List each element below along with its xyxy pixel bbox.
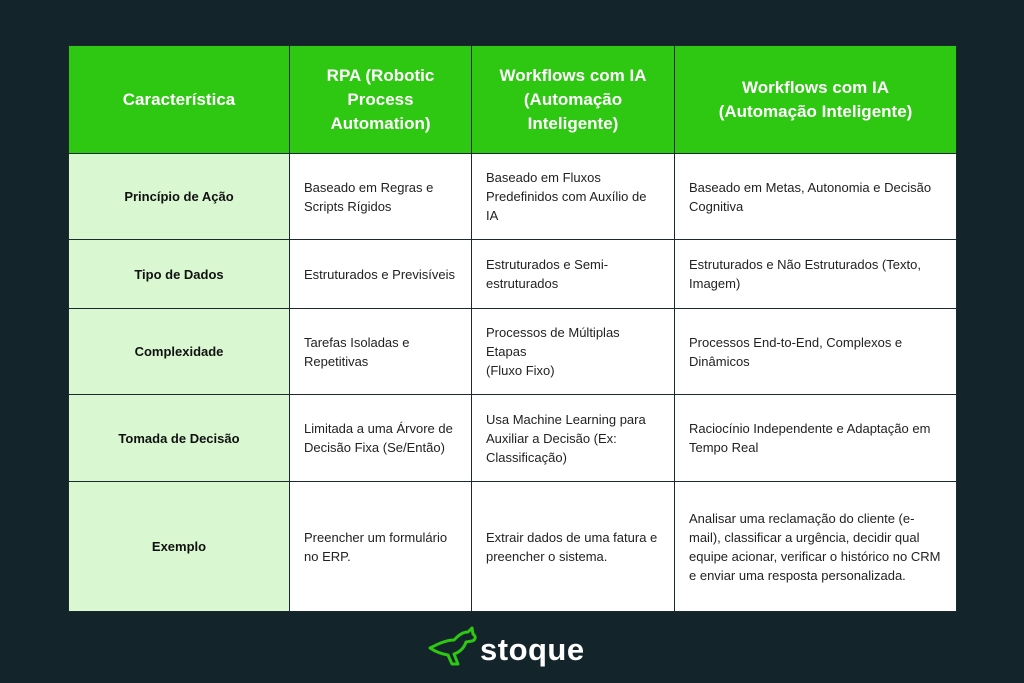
header-rpa: RPA (Robotic Process Automation) (290, 46, 472, 154)
kangaroo-icon (428, 626, 478, 670)
rpa-cell: Tarefas Isoladas e Repetitivas (290, 309, 472, 395)
feature-cell: Tomada de Decisão (69, 395, 290, 482)
header-caracteristica: Característica (69, 46, 290, 154)
agentes-ia-cell: Raciocínio Independente e Adaptação em Tempo Real (675, 395, 957, 482)
table-row (69, 240, 957, 309)
table-row (69, 154, 957, 240)
logo-wordmark: stoque (480, 632, 585, 667)
agentes-ia-cell: Baseado em Metas, Autonomia e Decisão Cognitiva (675, 154, 957, 240)
workflows-ia-cell: Processos de Múltiplas Etapas (Fluxo Fixo) (472, 309, 675, 395)
feature-cell: Tipo de Dados (69, 240, 290, 309)
comparison-table (68, 45, 957, 612)
workflows-ia-cell: Extrair dados de uma fatura e preencher o sistema. (472, 482, 675, 612)
rpa-cell: Baseado em Regras e Scripts Rígidos (290, 154, 472, 240)
header-workflows-ia: Workflows com IA (Automação Inteligente) (472, 46, 675, 154)
agentes-ia-cell: Analisar uma reclamação do cliente (e-mail), classificar a urgência, decidir qual equipe acionar, verificar o histórico no CRM e enviar uma resposta personalizada. (675, 482, 957, 612)
agentes-ia-cell: Processos End-to-End, Complexos e Dinâmicos (675, 309, 957, 395)
stoque-logo (428, 624, 608, 672)
workflows-ia-cell: Baseado em Fluxos Predefinidos com Auxílio de IA (472, 154, 675, 240)
feature-cell: Complexidade (69, 309, 290, 395)
table-row (69, 309, 957, 395)
comparison-table-container (68, 45, 956, 612)
table-row (69, 395, 957, 482)
workflows-ia-cell: Usa Machine Learning para Auxiliar a Decisão (Ex: Classificação) (472, 395, 675, 482)
rpa-cell: Limitada a uma Árvore de Decisão Fixa (Se/Então) (290, 395, 472, 482)
agentes-ia-cell: Estruturados e Não Estruturados (Texto, Imagem) (675, 240, 957, 309)
feature-cell: Exemplo (69, 482, 290, 612)
table-row (69, 482, 957, 612)
rpa-cell: Preencher um formulário no ERP. (290, 482, 472, 612)
workflows-ia-cell: Estruturados e Semi-estruturados (472, 240, 675, 309)
header-agentes-ia: Workflows com IA (Automação Inteligente) (675, 46, 957, 154)
rpa-cell: Estruturados e Previsíveis (290, 240, 472, 309)
table-header-row (69, 46, 957, 154)
feature-cell: Princípio de Ação (69, 154, 290, 240)
